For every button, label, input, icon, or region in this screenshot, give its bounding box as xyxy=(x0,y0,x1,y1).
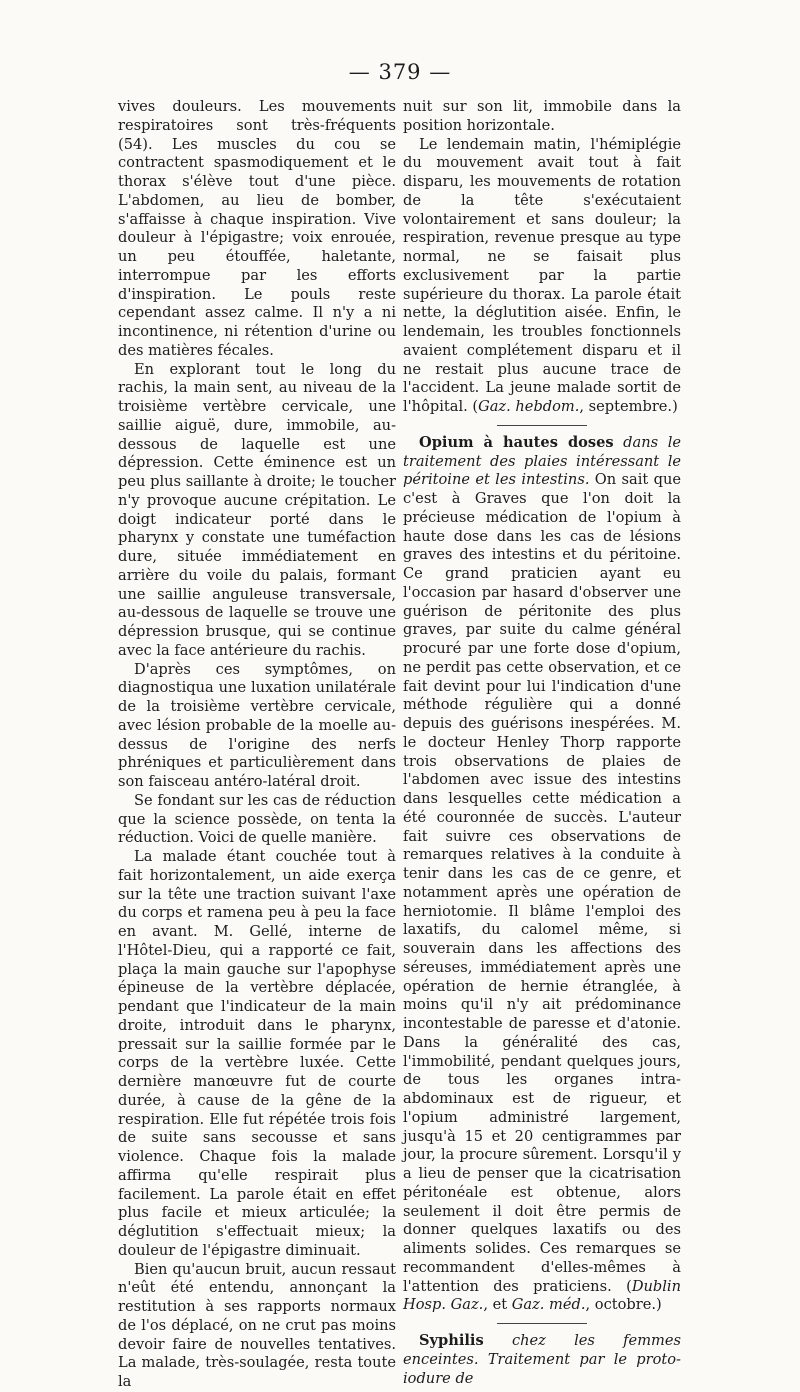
paragraph-text: , septembre.) xyxy=(579,398,678,415)
section-divider xyxy=(497,1323,587,1324)
paragraph: Se fondant sur les cas de réduction que la science possède, on tenta la réduction. Voici de quelle manière. xyxy=(118,791,396,847)
paragraph xyxy=(403,136,681,417)
article-syphilis xyxy=(403,1332,681,1388)
left-column xyxy=(118,98,396,1392)
article-opium xyxy=(403,434,681,1315)
paragraph: vives douleurs. Les mouvements respiratoires sont très-fréquents (54). Les muscles du cou se contractent spasmodiquement et le thorax s'élève tout d'une pièce. L'abdomen, au lieu de bomber, s'affaisse à chaque inspiration. Vive douleur à l'épigastre; voix enrouée, un peu étouffée, haletante, interrompue par les efforts d'inspiration. Le pouls reste cependant assez calme. Il n'y a ni incontinence, ni rétention d'urine ou des matières fécales. xyxy=(118,98,396,359)
paragraph: Bien qu'aucun bruit, aucun ressaut n'eût été entendu, annonçant la restitution à ses rapports normaux de l'os déplacé, on ne crut pas moins devoir faire de nouvelles tentatives. La malade, très-soulagée, resta toute la xyxy=(118,1260,396,1390)
article-subheading: dans le traitement des plaies intéressant le péritoine et les intestins. xyxy=(403,433,681,489)
article-body: , octobre.) xyxy=(585,1296,662,1314)
paragraph: En explorant tout le long du rachis, la main sent, au niveau de la troisième vertèbre cervicale, une saillie aiguë, dure, immobile, au-dessous de laquelle est une dépression. Cette éminence est un peu plus saillante à droite; le toucher n'y provoque aucune crépitation. Le doigt indicateur porté dans le pharynx y constate une tuméfaction dure, située immédiatement en arrière du voile du palais, formant une saillie anguleuse transversale, au-dessous de laquelle se trouve une dépression brusque, qui se continue avec la face antérieure du rachis. xyxy=(118,360,396,659)
article-body: On sait que c'est à Graves que l'on doit la précieuse médication de l'opium à haute dose dans les cas de lésions graves des intestins et du péritoine. Ce grand praticien ayant eu l'occasion par hasard d'observer une guérison de péritonite des plus graves, par suite du calme général procuré par une forte dose d'opium, ne perdit pas cette observation, et ce fait devint pour lui l'indication d'une méthode régulière qui a donné depuis des guérisons inespérées. M. le docteur Henley Thorp rapporte trois observations de plaies de l'abdomen avec issue des intestins dans lesquelles cette médication a été couronnée de succès. L'auteur fait suivre ces observations de remarques relatives à la conduite à tenir dans les cas de ce genre, et notamment après une opération de herniotomie. Il blâme l'emploi des laxatifs, du calomel même, si souverain dans les affections des séreuses, immédiatement après une opération de hernie étranglée, à moins qu'il n'y ait prédominance incontestable de paresse et d'atonie. Dans la généralité des cas, l'immobilité, pendant quelques jours, de tous les organes intra-abdominaux est de rigueur, et l'opium administré largement, jusqu'à 15 et 20 centigrammes par jour, la procure sûrement. Lorsqu'il y a lieu de penser que la cicatrisation péritonéale est obtenue, alors seulement il doit être permis de donner quelques laxatifs ou des aliments solides. Ces remarques se recommandent d'elles-mêmes à l'attention des praticiens. ( xyxy=(403,471,681,1295)
article-body: , et xyxy=(483,1296,512,1314)
citation: Gaz. méd. xyxy=(511,1296,586,1314)
page-number: — 379 — xyxy=(348,60,452,84)
paragraph: La malade étant couchée tout à fait horizontalement, un aide exerça sur la tête une traction suivant l'axe du corps et ramena peu à peu la face en avant. M. Gellé, interne de l'Hôtel-Dieu, qui a rapporté ce fait, plaça la main gauche sur l'apophyse épineuse de la vertèbre déplacée, pendant que l'indicateur de la main droite, introduit dans le pharynx, pressait sur la saillie formée par le corps de la vertèbre luxée. Cette dernière manœuvre fut de courte durée, à cause de la gêne de la respiration. Elle fut répétée trois fois de suite sans secousse et sans violence. Chaque fois la malade affirma qu'elle respirait plus facilement. La parole était en effet plus facile et mieux articulée; la déglutition s'effectuait mieux; la douleur de l'épigastre diminuait. xyxy=(118,848,396,1259)
article-subheading: chez les femmes enceintes. Traitement par le proto-iodure de xyxy=(403,1332,681,1387)
citation: Gaz. hebdom. xyxy=(478,398,580,415)
paragraph-text: Le lendemain matin, l'hémiplégie du mouvement avait tout à fait disparu, les mouvements de rotation de la tête s'exécutaient volontairement et sans douleur; la respiration, revenue presque au type normal, ne se faisait plus exclusivement par la partie supérieure du thorax. La parole était nette, la déglutition aisée. Enfin, le lendemain, les troubles fonctionnels avaient complétement disparu et il ne restait plus aucune trace de l'accident. La jeune malade sortit de l'hôpital. ( xyxy=(403,135,681,415)
section-divider xyxy=(497,425,587,426)
citation: Dublin Hosp. Gaz. xyxy=(403,1277,681,1314)
right-column xyxy=(403,98,681,1388)
article-heading: Syphilis xyxy=(419,1332,484,1349)
paragraph: nuit sur son lit, immobile dans la position horizontale. xyxy=(403,98,681,134)
article-heading: Opium à hautes doses xyxy=(419,433,614,451)
paragraph: D'après ces symptômes, on diagnostiqua une luxation unilatérale de la troisième vertèbre cervicale, avec lésion probable de la moelle au-dessus de l'origine des nerfs phréniques et particulièrement dans son faisceau antéro-latéral droit. xyxy=(118,660,396,790)
